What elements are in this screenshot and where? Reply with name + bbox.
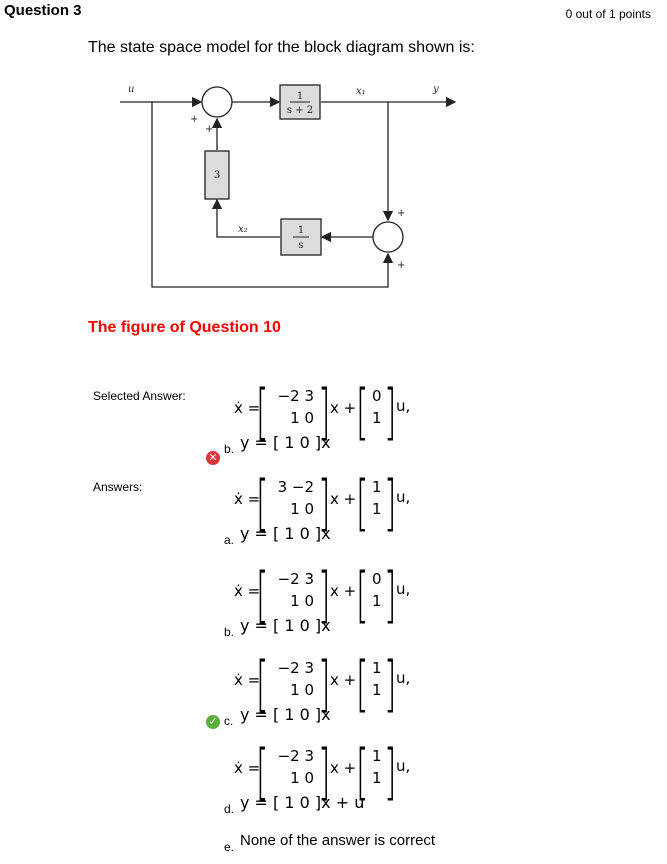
matrix-bracket-right: ] [318, 375, 331, 448]
sum1-plus-left: + [190, 114, 199, 125]
matrix-a-cell: −2 3 [277, 570, 314, 588]
signal-x2: x₂ [238, 224, 248, 235]
answer-letter: e. [224, 840, 235, 854]
matrix-b-cell: 1 [372, 409, 382, 427]
output-equation: y = [ 1 0 ]x [240, 433, 331, 452]
xdot-label: ẋ = [234, 490, 261, 508]
tf2-numerator: 1 [297, 225, 305, 236]
answers-label: Answers: [93, 480, 143, 494]
matrix-bracket-right: ] [318, 647, 331, 720]
matrix-bracket-left: [ [256, 375, 269, 448]
signal-x1: x₁ [356, 86, 366, 97]
figure-caption: The figure of Question 10 [88, 319, 281, 336]
x-plus-label: x + [330, 582, 357, 600]
matrix-a-cell: 1 0 [290, 500, 314, 518]
matrix-a-cell: 1 0 [290, 592, 314, 610]
x-plus-label: x + [330, 490, 357, 508]
matrix-a-cell: 1 0 [290, 409, 314, 427]
matrix-bracket-right: ] [318, 558, 331, 631]
block-diagram [110, 74, 500, 299]
selected-answer-label: Selected Answer: [93, 389, 186, 403]
output-equation: y = [ 1 0 ]x [240, 705, 331, 724]
matrix-bracket-left: [ [256, 466, 269, 539]
u-comma-label: u, [396, 669, 411, 687]
u-comma-label: u, [396, 397, 411, 415]
matrix-b-cell: 1 [372, 500, 382, 518]
output-equation: y = [ 1 0 ]x + u [240, 793, 365, 812]
xdot-label: ẋ = [234, 582, 261, 600]
points-score: 0 out of 1 points [565, 7, 651, 21]
signal-u: u [128, 84, 135, 95]
matrix-bracket-left: [ [356, 647, 369, 720]
xdot-label: ẋ = [234, 671, 261, 689]
tf1-numerator: 1 [296, 91, 304, 102]
answer-letter: b. [224, 442, 235, 456]
matrix-bracket-left: [ [256, 735, 269, 808]
x-plus-label: x + [330, 759, 357, 777]
incorrect-icon: ✕ [206, 451, 220, 465]
matrix-bracket-left: [ [356, 735, 369, 808]
matrix-b-cell: 1 [372, 769, 382, 787]
xdot-label: ẋ = [234, 759, 261, 777]
matrix-a-cell: 3 −2 [277, 478, 314, 496]
matrix-bracket-right: ] [384, 466, 397, 539]
matrix-a-cell: −2 3 [277, 747, 314, 765]
matrix-b-cell: 0 [372, 387, 382, 405]
matrix-b-cell: 1 [372, 659, 382, 677]
gain-value: 3 [213, 170, 221, 181]
answer-none-text: None of the answer is correct [240, 832, 436, 849]
matrix-a-cell: 1 0 [290, 769, 314, 787]
matrix-b-cell: 0 [372, 570, 382, 588]
matrix-bracket-right: ] [384, 558, 397, 631]
matrix-b-cell: 1 [372, 747, 382, 765]
question-title: Question 3 [4, 2, 82, 19]
signal-y: y [433, 84, 439, 95]
matrix-a-cell: −2 3 [277, 659, 314, 677]
answer-letter: d. [224, 802, 235, 816]
x-plus-label: x + [330, 399, 357, 417]
matrix-b-cell: 1 [372, 478, 382, 496]
answer-letter: b. [224, 625, 235, 639]
question-prompt: The state space model for the block diagram shown is: [88, 39, 475, 56]
xdot-label: ẋ = [234, 399, 261, 417]
correct-icon: ✓ [206, 715, 220, 729]
matrix-bracket-left: [ [356, 375, 369, 448]
matrix-bracket-left: [ [256, 647, 269, 720]
sum1-plus-bottom: + [205, 124, 214, 135]
matrix-bracket-right: ] [318, 466, 331, 539]
sum2-plus-bottom: + [397, 260, 406, 271]
matrix-bracket-right: ] [318, 735, 331, 808]
u-comma-label: u, [396, 757, 411, 775]
u-comma-label: u, [396, 488, 411, 506]
matrix-a-cell: 1 0 [290, 681, 314, 699]
tf1-denominator: s + 2 [286, 105, 314, 116]
matrix-bracket-right: ] [384, 735, 397, 808]
x-plus-label: x + [330, 671, 357, 689]
answer-letter: a. [224, 533, 235, 547]
matrix-a-cell: −2 3 [277, 387, 314, 405]
matrix-bracket-right: ] [384, 647, 397, 720]
matrix-bracket-left: [ [356, 466, 369, 539]
matrix-bracket-left: [ [256, 558, 269, 631]
output-equation: y = [ 1 0 ]x [240, 524, 331, 543]
answer-letter: c. [224, 714, 234, 728]
matrix-bracket-left: [ [356, 558, 369, 631]
u-comma-label: u, [396, 580, 411, 598]
matrix-b-cell: 1 [372, 592, 382, 610]
matrix-bracket-right: ] [384, 375, 397, 448]
output-equation: y = [ 1 0 ]x [240, 616, 331, 635]
matrix-b-cell: 1 [372, 681, 382, 699]
tf2-denominator: s [298, 240, 304, 251]
sum2-plus-top: + [397, 208, 406, 219]
